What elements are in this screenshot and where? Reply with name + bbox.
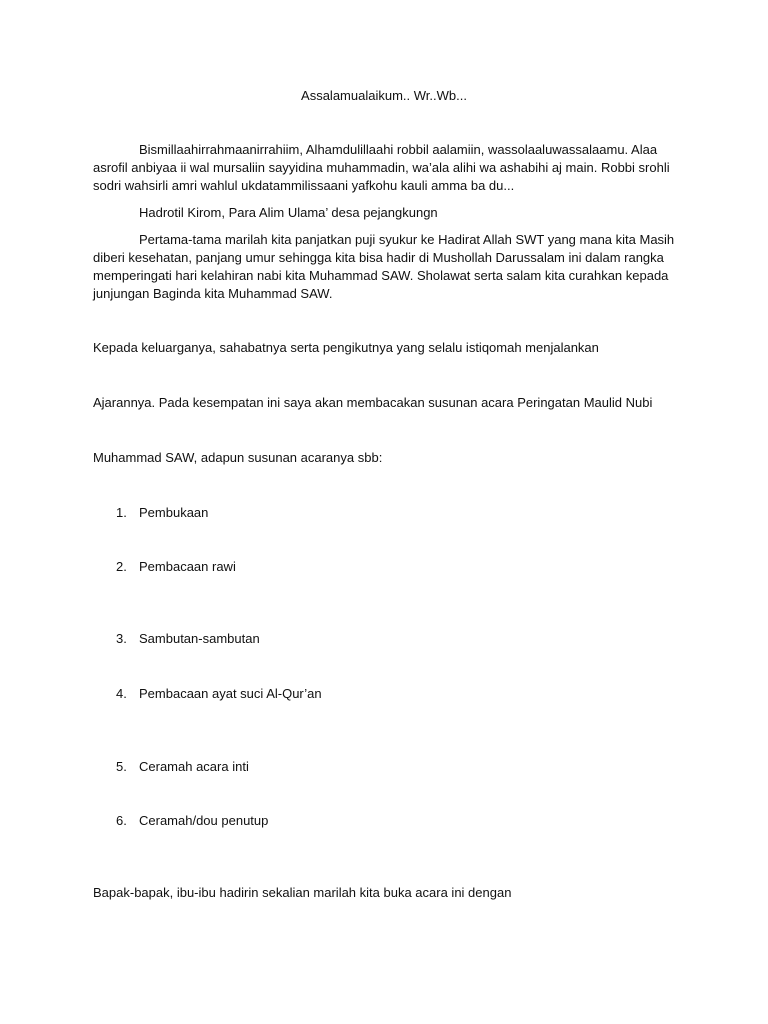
list-item-text: Sambutan-sambutan — [139, 631, 260, 646]
list-item-text: Pembukaan — [139, 505, 209, 520]
list-item-number: 3. — [116, 631, 127, 646]
list-item-number: 5. — [116, 759, 127, 774]
body-paragraph: Pertama-tama marilah kita panjatkan puji syukur ke Hadirat Allah SWT yang mana kita Masih diberi kesehatan, panjang umur sehingga kita bisa hadir di Mushollah Darussalam ini dalam rangka memperingati hari kelahiran nabi kita Muhammad SAW. Sholawat serta salam kita curahkan kepada junjungan Baginda kita Muhammad SAW. — [93, 232, 675, 301]
body-line-b: Ajarannya. Pada kesempatan ini saya akan membacakan susunan acara Peringatan Maulid Nubi — [93, 395, 653, 410]
opening-paragraph: Bismillaahirrahmaanirrahiim, Alhamdulillaahi robbil aalamiin, wassolaaluwassalaamu. Alaa asrofil anbiyaa ii wal mursaliin sayyidina muhammadin, wa’ala alihi wa ashabihi aj main. Robbi srohli sodri wahsirli amri wahlul ukdatammilissaani yafkohu kauli amma ba du... — [93, 142, 670, 193]
list-item-number: 1. — [116, 505, 127, 520]
body-line-a: Kepada keluarganya, sahabatnya serta pengikutnya yang selalu istiqomah menjalankan — [93, 340, 599, 355]
list-item-number: 4. — [116, 686, 127, 701]
list-item-text: Ceramah/dou penutup — [139, 813, 269, 828]
greeting-paragraph: Hadrotil Kirom, Para Alim Ulama’ desa pejangkungn — [139, 205, 438, 220]
list-item-text: Ceramah acara inti — [139, 759, 249, 774]
document-title: Assalamualaikum.. Wr..Wb... — [301, 88, 467, 103]
closing-line: Bapak-bapak, ibu-ibu hadirin sekalian marilah kita buka acara ini dengan — [93, 885, 512, 900]
list-item-text: Pembacaan rawi — [139, 559, 236, 574]
body-line-c: Muhammad SAW, adapun susunan acaranya sbb: — [93, 450, 383, 465]
list-item-number: 6. — [116, 813, 127, 828]
list-item-text: Pembacaan ayat suci Al-Qur’an — [139, 686, 322, 701]
list-item-number: 2. — [116, 559, 127, 574]
